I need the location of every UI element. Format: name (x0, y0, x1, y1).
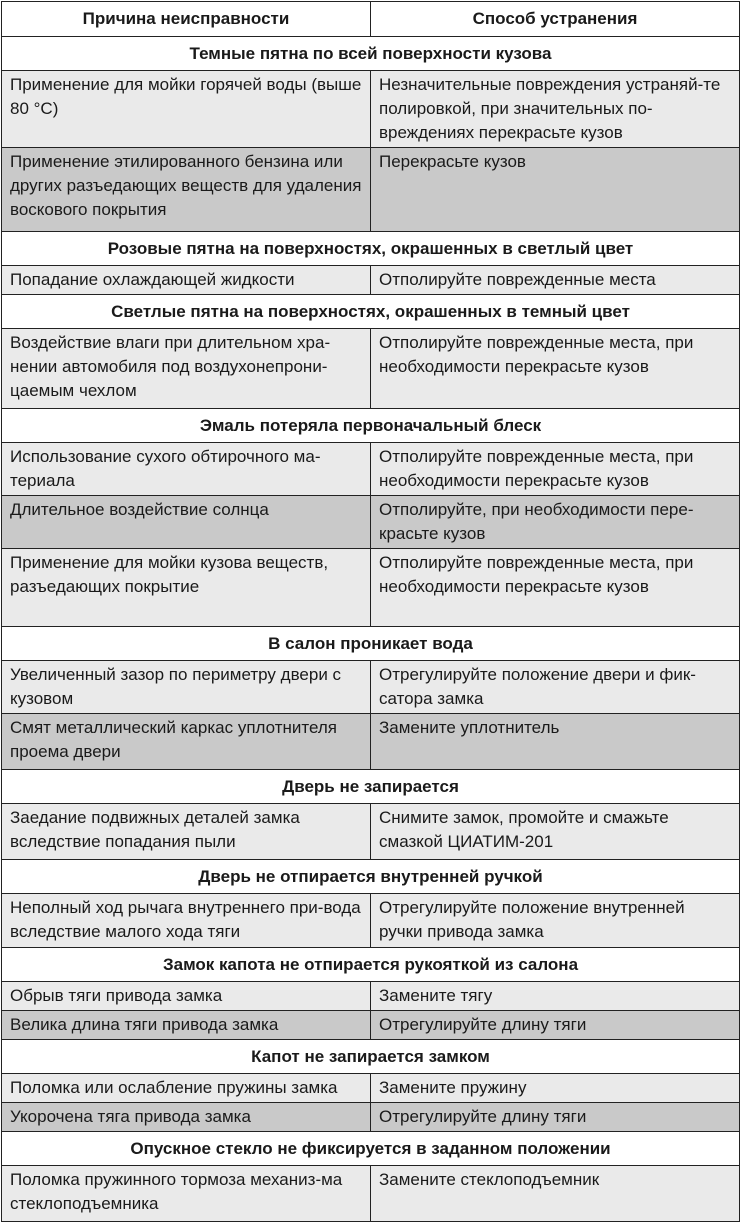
table-row (2, 496, 740, 549)
section-title: Замок капота не отпирается рукояткой из салона (2, 948, 740, 982)
cause-cell: Поломка или ослабление пружины замка (2, 1074, 371, 1103)
table-row (2, 661, 740, 714)
cause-cell: Заедание подвижных деталей замка вследствие попадания пыли (2, 804, 371, 860)
section-title: Розовые пятна на поверхностях, окрашенных в светлый цвет (2, 232, 740, 266)
remedy-cell: Замените уплотнитель (371, 714, 740, 770)
table-row (2, 1166, 740, 1222)
remedy-cell: Отполируйте поврежденные места, при необходимости перекрасьте кузов (371, 329, 740, 409)
cause-cell: Попадание охлаждающей жидкости (2, 266, 371, 295)
cause-cell: Применение для мойки горячей воды (выше 80 °С) (2, 71, 371, 148)
cause-cell: Использование сухого обтирочного ма-териала (2, 443, 371, 496)
column-header-cause: Причина неисправности (2, 2, 371, 37)
remedy-cell: Отрегулируйте длину тяги (371, 1011, 740, 1040)
remedy-cell: Незначительные повреждения устраняй-те полировкой, при значительных по-вреждениях перекрасьте кузов (371, 71, 740, 148)
table-row (2, 1011, 740, 1040)
remedy-cell: Замените пружину (371, 1074, 740, 1103)
section-row (2, 948, 740, 982)
cause-cell: Обрыв тяги привода замка (2, 982, 371, 1011)
section-row (2, 295, 740, 329)
cause-cell: Велика длина тяги привода замка (2, 1011, 371, 1040)
cause-cell: Неполный ход рычага внутреннего при-вода вследствие малого хода тяги (2, 894, 371, 948)
remedy-cell: Замените стеклоподъемник (371, 1166, 740, 1222)
section-title: Дверь не отпирается внутренней ручкой (2, 860, 740, 894)
section-row (2, 860, 740, 894)
section-title: Эмаль потеряла первоначальный блеск (2, 409, 740, 443)
table-row (2, 1103, 740, 1132)
cause-cell: Укорочена тяга привода замка (2, 1103, 371, 1132)
section-row (2, 409, 740, 443)
remedy-cell: Отполируйте, при необходимости пере-красьте кузов (371, 496, 740, 549)
section-row (2, 37, 740, 71)
section-title: Светлые пятна на поверхностях, окрашенных в темный цвет (2, 295, 740, 329)
section-row (2, 1040, 740, 1074)
cause-cell: Поломка пружинного тормоза механиз-ма стеклоподъемника (2, 1166, 371, 1222)
table-header-row (2, 2, 740, 37)
table-row (2, 443, 740, 496)
section-row (2, 232, 740, 266)
cause-cell: Применение этилированного бензина или других разъедающих веществ для удаления воскового покрытия (2, 148, 371, 232)
remedy-cell: Снимите замок, промойте и смажьте смазкой ЦИАТИМ-201 (371, 804, 740, 860)
section-title: Капот не запирается замком (2, 1040, 740, 1074)
section-row (2, 627, 740, 661)
section-row (2, 770, 740, 804)
table-row (2, 714, 740, 770)
table-row (2, 71, 740, 148)
remedy-cell: Перекрасьте кузов (371, 148, 740, 232)
section-row (2, 1132, 740, 1166)
table-body (2, 37, 740, 1222)
remedy-cell: Отполируйте поврежденные места, при необходимости перекрасьте кузов (371, 549, 740, 627)
section-title: Опускное стекло не фиксируется в заданном положении (2, 1132, 740, 1166)
cause-cell: Длительное воздействие солнца (2, 496, 371, 549)
remedy-cell: Отполируйте поврежденные места, при необходимости перекрасьте кузов (371, 443, 740, 496)
table-row (2, 148, 740, 232)
remedy-cell: Отрегулируйте положение внутренней ручки привода замка (371, 894, 740, 948)
remedy-cell: Замените тягу (371, 982, 740, 1011)
section-title: Темные пятна по всей поверхности кузова (2, 37, 740, 71)
column-header-remedy: Способ устранения (371, 2, 740, 37)
remedy-cell: Отрегулируйте длину тяги (371, 1103, 740, 1132)
section-title: В салон проникает вода (2, 627, 740, 661)
section-title: Дверь не запирается (2, 770, 740, 804)
fault-table (1, 1, 740, 1222)
table-row (2, 982, 740, 1011)
cause-cell: Увеличенный зазор по периметру двери с кузовом (2, 661, 371, 714)
table-row (2, 549, 740, 627)
table-row (2, 804, 740, 860)
table-row (2, 894, 740, 948)
table-row (2, 1074, 740, 1103)
cause-cell: Воздействие влаги при длительном хра-нении автомобиля под воздухонепрони-цаемым чехлом (2, 329, 371, 409)
remedy-cell: Отрегулируйте положение двери и фик-сатора замка (371, 661, 740, 714)
cause-cell: Применение для мойки кузова веществ, разъедающих покрытие (2, 549, 371, 627)
table-row (2, 266, 740, 295)
cause-cell: Смят металлический каркас уплотнителя проема двери (2, 714, 371, 770)
remedy-cell: Отполируйте поврежденные места (371, 266, 740, 295)
table-row (2, 329, 740, 409)
